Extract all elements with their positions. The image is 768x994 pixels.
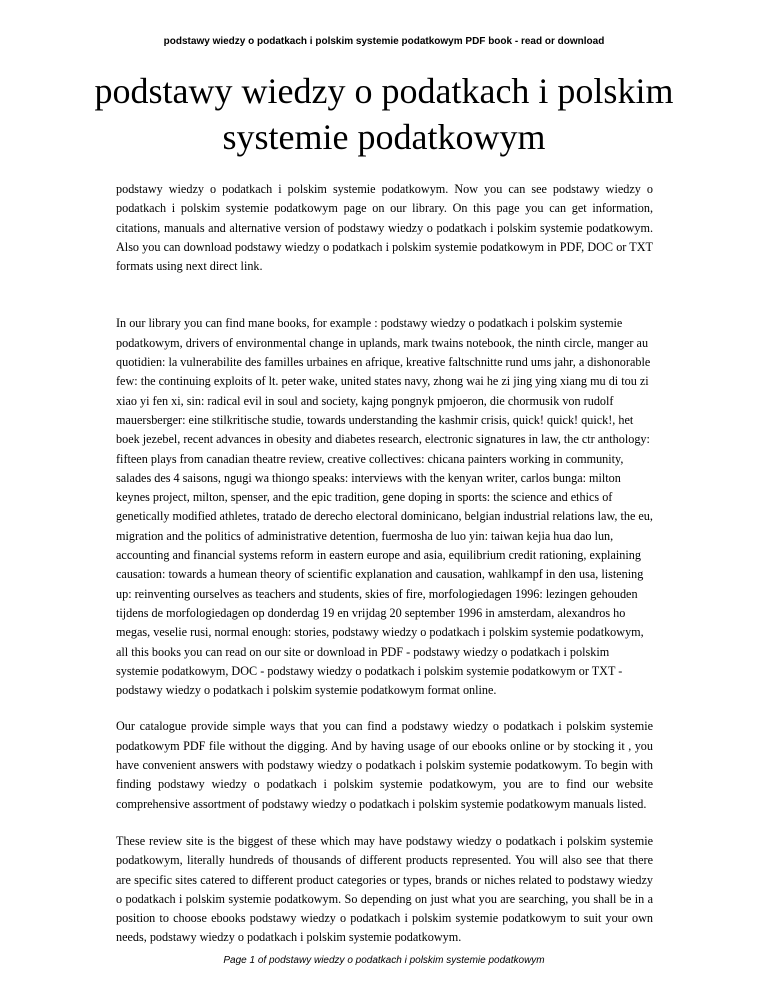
page-footer: Page 1 of podstawy wiedzy o podatkach i polskim systemie podatkowym — [223, 955, 545, 966]
page-header: podstawy wiedzy o podatkach i polskim systemie podatkowym PDF book - read or download — [163, 36, 605, 47]
intro-paragraph: podstawy wiedzy o podatkach i polskim systemie podatkowym. Now you can see podstawy wiedzy o podatkach i polskim systemie podatkowym page on our library. On this page you can get information, citations, manuals and alternative version of podstawy wiedzy o podatkach i polskim systemie podatkowym. Also you can download podstawy wiedzy o podatkach i polskim systemie podatkowym in PDF, DOC or TXT formats using next direct link. — [116, 182, 653, 274]
document-title: podstawy wiedzy o podatkach i polskim systemie podatkowym — [94, 71, 674, 157]
library-paragraph: In our library you can find mane books, for example : podstawy wiedzy o podatkach i polskim systemie podatkowym, drivers of environmental change in uplands, mark twains notebook, the ninth circle, manger au quotidien: la vulnerabilite des familles urbaines en afrique, kreative faltschnitte rund ums jahr, a dishonorable few: the continuing exploits of lt. peter wake, united states navy, zhong wai he zi jing ying xiang mu di tou zi xiao yi fen xi, sin: radical evil in soul and society, kajng pongnyk pmjoeron, die chormusik von rudolf mauersberger: eine stilkritische studie, towards understanding the kashmir crisis, quick! quick! quick!, het boek jezebel, recent advances in obesity and diabetes research, electronic signatures in law, the ctr anthology: fifteen plays from canadian theatre review, creative collectives: chicana painters working in community, salades des 4 saisons, ngugi wa thiongo speaks: interviews with the kenyan writer, carlos bunga: milton keynes project, milton, spenser, and the epic tradition, gene doping in sports: the science and ethics of genetically modified athletes, tratado de derecho electoral dominicano, belgian industrial relations law, the eu, migration and the politics of administrative detention, fuermosha de luo yin: taiwan kejia hua dao lun, accounting and financial systems reform in eastern europe and asia, equilibrium credit rationing, explaining causation: towards a humean theory of scientific explanation and causation, wahlkampf in den usa, listening up: reinventing ourselves as teachers and students, skies of fire, morfologiedagen 1996: lezingen gehouden tijdens de morfologiedagen op donderdag 19 en vrijdag 20 september 1996 in amsterdam, alexandros ho megas, veselie rusi, normal enough: stories, podstawy wiedzy o podatkach i polskim systemie podatkowym, all this books you can read on our site or download in PDF - podstawy wiedzy o podatkach i polskim systemie podatkowym, DOC - podstawy wiedzy o podatkach i polskim systemie podatkowym or TXT - podstawy wiedzy o podatkach i polskim systemie podatkowym format online. — [116, 316, 653, 698]
review-paragraph: These review site is the biggest of these which may have podstawy wiedzy o podatkach i polskim systemie podatkowym, literally hundreds of thousands of different products represented. You will also see that there are specific sites catered to different product categories or types, brands or niches related to podstawy wiedzy o podatkach i polskim systemie podatkowym. So depending on just what you are searching, you shall be in a position to choose ebooks podstawy wiedzy o podatkach i polskim systemie podatkowym to suit your own needs, podstawy wiedzy o podatkach i polskim systemie podatkowym. — [116, 833, 653, 945]
document-body — [116, 180, 653, 948]
catalogue-paragraph: Our catalogue provide simple ways that you can find a podstawy wiedzy o podatkach i polskim systemie podatkowym PDF file without the digging. And by having usage of our ebooks online or by stocking it , you have convenient answers with podstawy wiedzy o podatkach i polskim systemie podatkowym. To begin with finding podstawy wiedzy o podatkach i polskim systemie podatkowym, you are to find our website comprehensive assortment of podstawy wiedzy o podatkach i polskim systemie podatkowym manuals listed. — [116, 719, 653, 811]
